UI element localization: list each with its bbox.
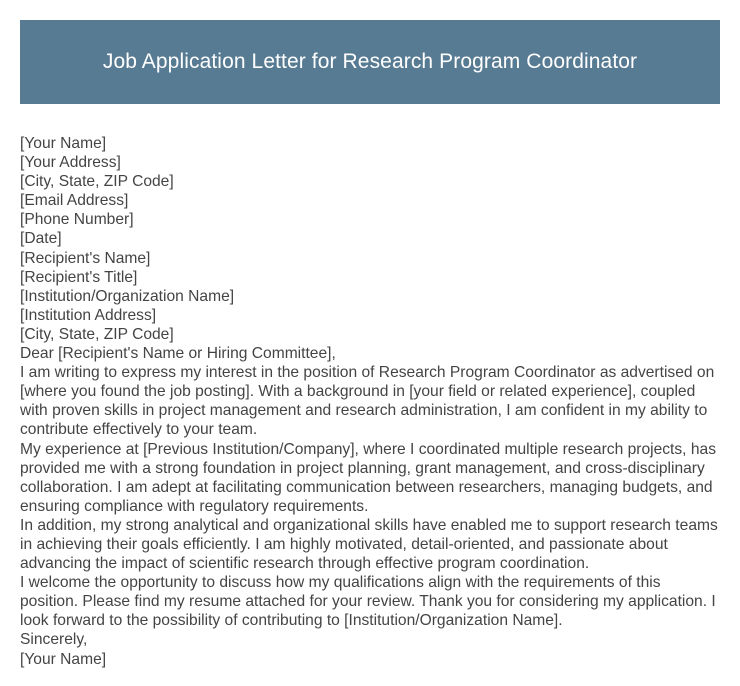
paragraph-closing: I welcome the opportunity to discuss how my qualifications align with the requirements of this position. Please find my resume attached for your review. Thank you for considering my application. I look forward to the possibility of contributing to [Institution/Organization Name]. bbox=[20, 574, 716, 630]
sender-address: [Your Address] bbox=[20, 154, 121, 172]
recipient-title: [Recipient's Title] bbox=[20, 268, 138, 286]
closing: Sincerely, bbox=[20, 631, 88, 649]
sender-name: [Your Name] bbox=[20, 135, 107, 152]
letter-date: [Date] bbox=[20, 230, 62, 248]
recipient-name: [Recipient's Name] bbox=[20, 249, 151, 267]
paragraph-intro: I am writing to express my interest in the position of Research Program Coordinator as advertised on [where you found the job posting]. With a background in [your field or related experience], coupled with proven skills in project management and research administration, I am confident in my ability to contribute effectively to your team. bbox=[20, 364, 715, 439]
recipient-city-state-zip: [City, State, ZIP Code] bbox=[20, 325, 174, 343]
sender-email: [Email Address] bbox=[20, 192, 129, 210]
paragraph-experience: My experience at [Previous Institution/Company], where I coordinated multiple research projects, has provided me with a strong foundation in project planning, grant management, and cross-disciplinary collaboration. I am adept at facilitating communication between researchers, managing budgets, and ensuring compliance with regulatory requirements. bbox=[20, 440, 716, 515]
recipient-address: [Institution Address] bbox=[20, 306, 157, 324]
sender-phone: [Phone Number] bbox=[20, 211, 134, 229]
signature: [Your Name] bbox=[20, 650, 107, 668]
paragraph-skills: In addition, my strong analytical and organizational skills have enabled me to support research teams in achieving their goals efficiently. I am highly motivated, detail-oriented, and passionate about advancing the impact of scientific research through effective program coordination. bbox=[20, 516, 718, 573]
page-title: Job Application Letter for Research Program Coordinator bbox=[102, 50, 638, 73]
salutation: Dear [Recipient's Name or Hiring Committee], bbox=[20, 345, 336, 363]
recipient-organization: [Institution/Organization Name] bbox=[20, 287, 235, 305]
letter-body bbox=[20, 134, 720, 669]
sender-city-state-zip: [City, State, ZIP Code] bbox=[20, 173, 174, 191]
title-banner bbox=[20, 20, 720, 104]
